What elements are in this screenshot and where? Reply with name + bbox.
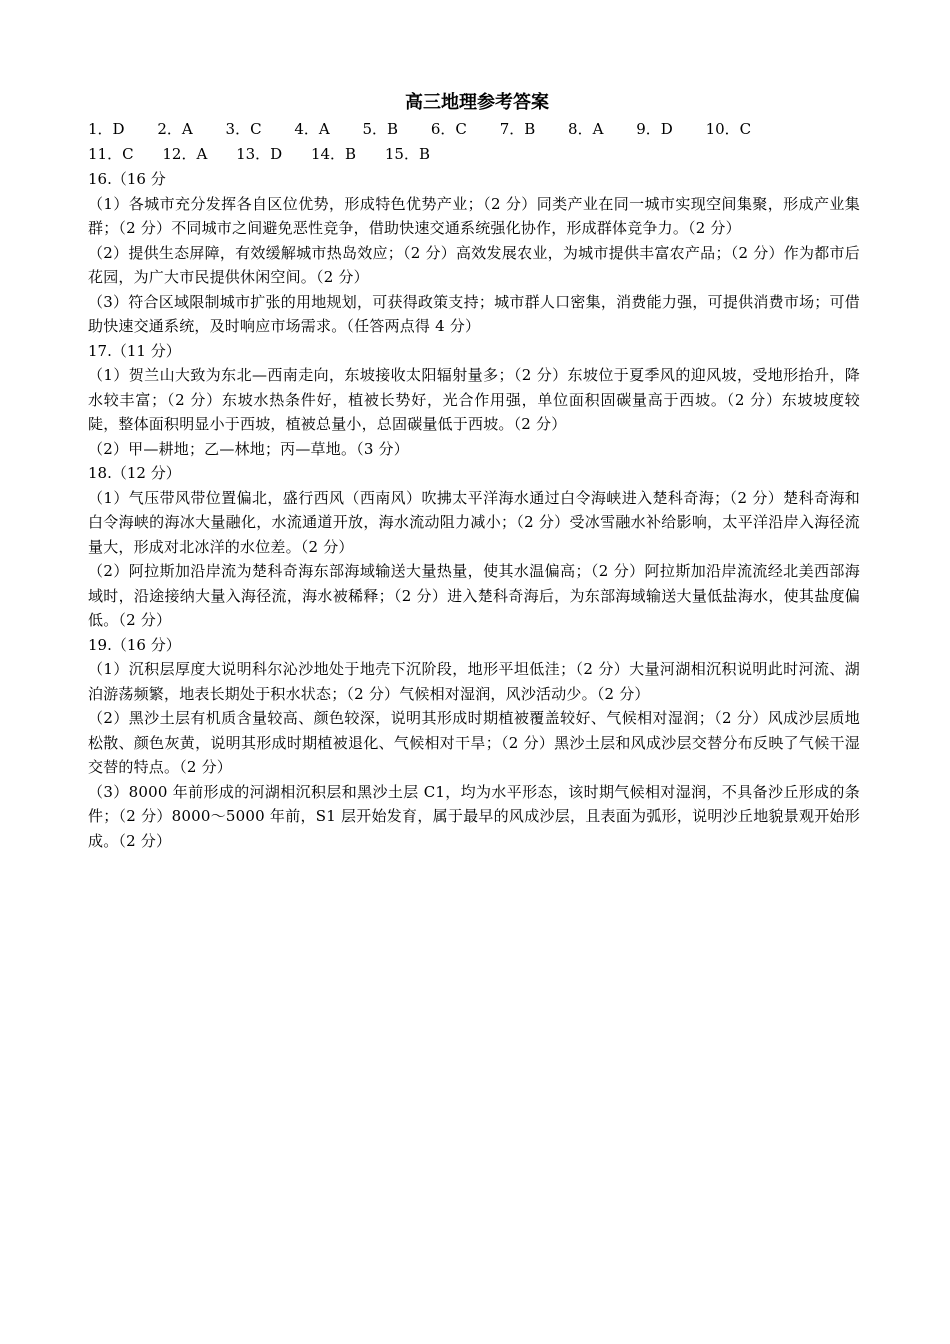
question-header: 19.（16 分） bbox=[88, 635, 181, 654]
question-header: 18.（12 分） bbox=[88, 464, 181, 482]
mc-answer: 7．B bbox=[499, 120, 536, 138]
mc-answer: 4．A bbox=[294, 120, 330, 138]
mc-answer: 8．A bbox=[568, 120, 604, 138]
answer-paragraph: （3）符合区域限制城市扩张的用地规划，可获得政策支持；城市群人口密集，消费能力强，可提供消费市场；可借助快速交通系统，及时响应市场需求。（任答两点得 4 分） bbox=[88, 292, 860, 335]
mc-answers-row-2 bbox=[88, 142, 860, 167]
question-header: 16.（16 分 bbox=[88, 170, 166, 188]
mc-answer: 5．B bbox=[362, 120, 399, 138]
mc-answer: 11．C bbox=[88, 145, 134, 163]
mc-answers-row-1 bbox=[88, 117, 860, 142]
mc-answer: 9．D bbox=[636, 120, 673, 138]
mc-answer: 12．A bbox=[162, 145, 208, 163]
mc-answer: 13．D bbox=[236, 145, 283, 163]
answer-paragraph: （3）8000 年前形成的河湖相沉积层和黑沙土层 C1，均为水平形态，该时期气候相对湿润，不具备沙丘形成的条件；（2 分）8000～5000 年前，S1 层开始发育，属于最早的风成沙层，且表面为弧形，说明沙丘地貌景观开始形成。（2 分） bbox=[88, 782, 860, 850]
answer-paragraph: （1）沉积层厚度大说明科尔沁沙地处于地壳下沉阶段，地形平坦低洼；（2 分）大量河湖相沉积说明此时河流、湖泊游荡频繁，地表长期处于积水状态；（2 分）气候相对湿润，风沙活动少。（2 分） bbox=[88, 660, 860, 703]
mc-answer: 2．A bbox=[157, 120, 193, 138]
mc-answer: 14．B bbox=[310, 145, 357, 163]
answer-paragraph: （2）甲—耕地；乙—林地；丙—草地。（3 分） bbox=[88, 439, 409, 458]
mc-answer: 6．C bbox=[430, 120, 467, 138]
question-17 bbox=[88, 339, 860, 462]
mc-answer: 3．C bbox=[225, 120, 262, 138]
question-16 bbox=[88, 167, 860, 339]
answer-paragraph: （1）贺兰山大致为东北—西南走向，东坡接收太阳辐射量多；（2 分）东坡位于夏季风的迎风坡，受地形抬升，降水较丰富；（2 分）东坡水热条件好，植被长势好，光合作用强，单位面积固碳量高于西坡。（2 分）东坡坡度较陡，整体面积明显小于西坡，植被总量小，总固碳量低于西坡。（2 分） bbox=[88, 366, 860, 433]
answer-paragraph: （1）气压带风带位置偏北，盛行西风（西南风）吹拂太平洋海水通过白令海峡进入楚科奇海；（2 分）楚科奇海和白令海峡的海冰大量融化，水流通道开放，海水流动阻力减小；（2 分）受冰雪融水补给影响，太平洋沿岸入海径流量大，形成对北冰洋的水位差。（2 分） bbox=[88, 488, 860, 556]
answer-paragraph: （2）黑沙土层有机质含量较高、颜色较深，说明其形成时期植被覆盖较好、气候相对湿润；（2 分）风成沙层质地松散、颜色灰黄，说明其形成时期植被退化、气候相对干旱；（2 分）黑沙土层和风成沙层交替分布反映了气候干湿交替的特点。（2 分） bbox=[88, 709, 860, 776]
mc-answer: 15．B bbox=[384, 145, 430, 163]
mc-answer: 10．C bbox=[705, 120, 752, 138]
answer-paragraph: （2）阿拉斯加沿岸流为楚科奇海东部海域输送大量热量，使其水温偏高；（2 分）阿拉斯加沿岸流流经北美西部海域时，沿途接纳大量入海径流，海水被稀释；（2 分）进入楚科奇海后，为东部海域输送大量低盐海水，使其盐度偏低。（2 分） bbox=[88, 562, 860, 629]
question-19 bbox=[88, 633, 860, 854]
question-header: 17.（11 分） bbox=[88, 341, 181, 360]
page-title: 高三地理参考答案 bbox=[405, 92, 549, 113]
mc-answer: 1．D bbox=[88, 120, 125, 138]
question-18 bbox=[88, 461, 860, 633]
answer-paragraph: （1）各城市充分发挥各自区位优势，形成特色优势产业；（2 分）同类产业在同一城市实现空间集聚，形成产业集群；（2 分）不同城市之间避免恶性竞争，借助快速交通系统强化协作，形成群体竞争力。（2 分） bbox=[88, 194, 860, 237]
answer-paragraph: （2）提供生态屏障，有效缓解城市热岛效应；（2 分）高效发展农业，为城市提供丰富农产品；（2 分）作为都市后花园，为广大市民提供休闲空间。（2 分） bbox=[88, 243, 860, 286]
